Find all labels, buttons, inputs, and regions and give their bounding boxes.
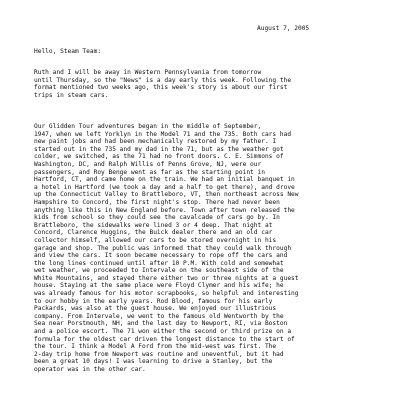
letter-salutation: Hello, Steam Team: [34,48,102,55]
letter-paragraph-glidden-tour: Our Glidden Tour adventures began in the middle of September, 1947, when we left Yorklyn in the Model 71 and the 735. Both cars had new paint jobs and had been mechanically restored by my father. I started out in the 735 and my dad in the 71, but as the weather got colder, we switched, as the 71 had no front doors. C. E. Simmons of Washington, DC, and Ralph Willis of Penns Grove, NJ, were our passengers, and Roy Benge went as far as the starting point in Hartford, CT, and came home on the train. We had an initial banquet in a hotel in Hartford (we took a day and a half to get there), and drove up the Connecticut Valley to Brattleboro, VT, then northeast across New Hampshire to Concord, the first night's stop. There had never been anything like this in New England before. Town after town released the kids from school so they could see the cavalcade of cars go by. In Brattleboro, the sidewalks were lined 3 or 4 deep. That night at Concord, Clarence Huggins, the Buick dealer there and an old car collector himself, allowed our cars to be stored overnight in his garage and shop. The public was informed that they could walk through and view the cars. It soon became necessary to rope off the cars and the long lines continued until after 10 P.M. With cold and somewhat wet weather, we proceeded to Intervale on the southeast side of the White Mountains, and stayed there either two or three nights at a guest house. Staying at the same place were Floyd Clymer and his wife; he was already famous for his motor scrapbooks, so helpful and interesting to our hobby in the early years. Rod Blood, famous for his early Packards, was also at the guest house. We enjoyed our illustrious company. From Intervale, we went to the famous old Wentworth by the Sea near Porstmouth, NH, and the last day to Newport, RI, via Boston and a police escort. The 71 won either the second or third prize on a formula for the oldest car driven the longest distance to the start of the tour. I think a Model A Ford from the mid-west was first. The 2-day trip home from Newport was routine and uneventful, but it had been a great 10 days! I was learning to drive a Stanley, but the operator was in the other car. [34,123,299,373]
letter-date: August 7, 2005 [257,25,310,32]
letter-paragraph-intro: Ruth and I will be away in Western Pennsylvania from tomorrow until Thursday, so the "News" is a day early this week. Following the format mentioned two weeks ago, this week's story is about our first trips in steam cars. [34,69,292,99]
